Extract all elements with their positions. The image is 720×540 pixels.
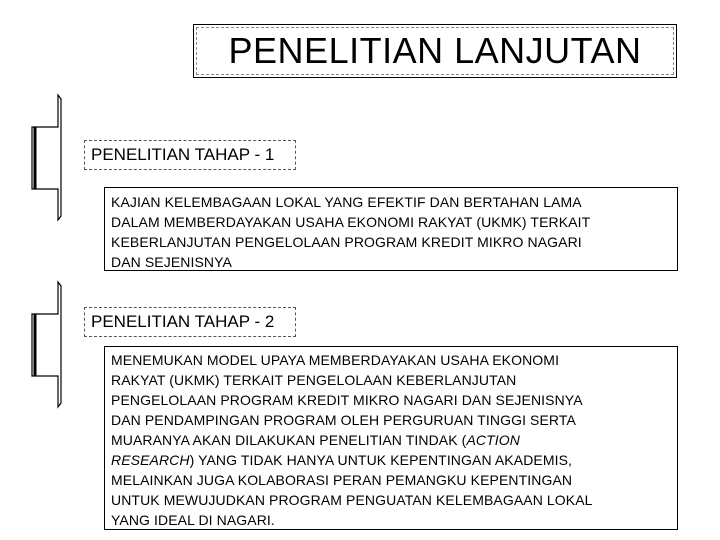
title-box [193,24,677,78]
stage-1-line-3: KEBERLANJUTAN PENGELOLAAN PROGRAM KREDIT MIKRO NAGARI [111,234,582,250]
stage-1-line-2: DALAM MEMBERDAYAKAN USAHA EKONOMI RAKYAT (UKMK) TERKAIT [111,214,591,230]
stage-2-line-6 [111,450,669,470]
stage-1-label-box [84,140,296,170]
stage-2-label: PENELITIAN TAHAP - 2 [91,312,275,331]
stage-2-line-2: RAKYAT (UKMK) TERKAIT PENGELOLAAN KEBERLANJUTAN [111,372,517,388]
stage-2-line-9: YANG IDEAL DI NAGARI. [111,512,275,528]
stage-2-line-7: MELAINKAN JUGA KOLABORASI PERAN PEMANGKU KEPENTINGAN [111,472,573,488]
stage-1-description [104,187,678,271]
stage-2-label-box [84,307,296,337]
stage-2-arrow-icon [28,282,73,407]
stage-1-arrow-icon [28,95,73,220]
stage-2-line-3: PENGELOLAAN PROGRAM KREDIT MIKRO NAGARI DAN SEJENISNYA [111,392,583,408]
stage-2-line-1: MENEMUKAN MODEL UPAYA MEMBERDAYAKAN USAHA EKONOMI [111,352,560,368]
stage-1-label: PENELITIAN TAHAP - 1 [91,145,275,164]
page-title: PENELITIAN LANJUTAN [228,30,642,71]
stage-2-line-6-italic: RESEARCH [111,452,190,468]
stage-2-line-5 [111,430,669,450]
stage-2-line-5-text: MUARANYA AKAN DILAKUKAN PENELITIAN TINDAK ( [111,432,467,448]
stage-2-line-8: UNTUK MEWUJUDKAN PROGRAM PENGUATAN KELEMBAGAAN LOKAL [111,492,593,508]
stage-1-line-4: DAN SEJENISNYA [111,254,232,270]
stage-2-description [104,346,678,530]
stage-2-line-6-text: ) YANG TIDAK HANYA UNTUK KEPENTINGAN AKADEMIS, [189,452,573,468]
stage-2-line-4: DAN PENDAMPINGAN PROGRAM OLEH PERGURUAN TINGGI SERTA [111,412,576,428]
stage-1-line-1: KAJIAN KELEMBAGAAN LOKAL YANG EFEKTIF DAN BERTAHAN LAMA [111,194,582,210]
stage-2-line-5-italic: ACTION [466,432,520,448]
